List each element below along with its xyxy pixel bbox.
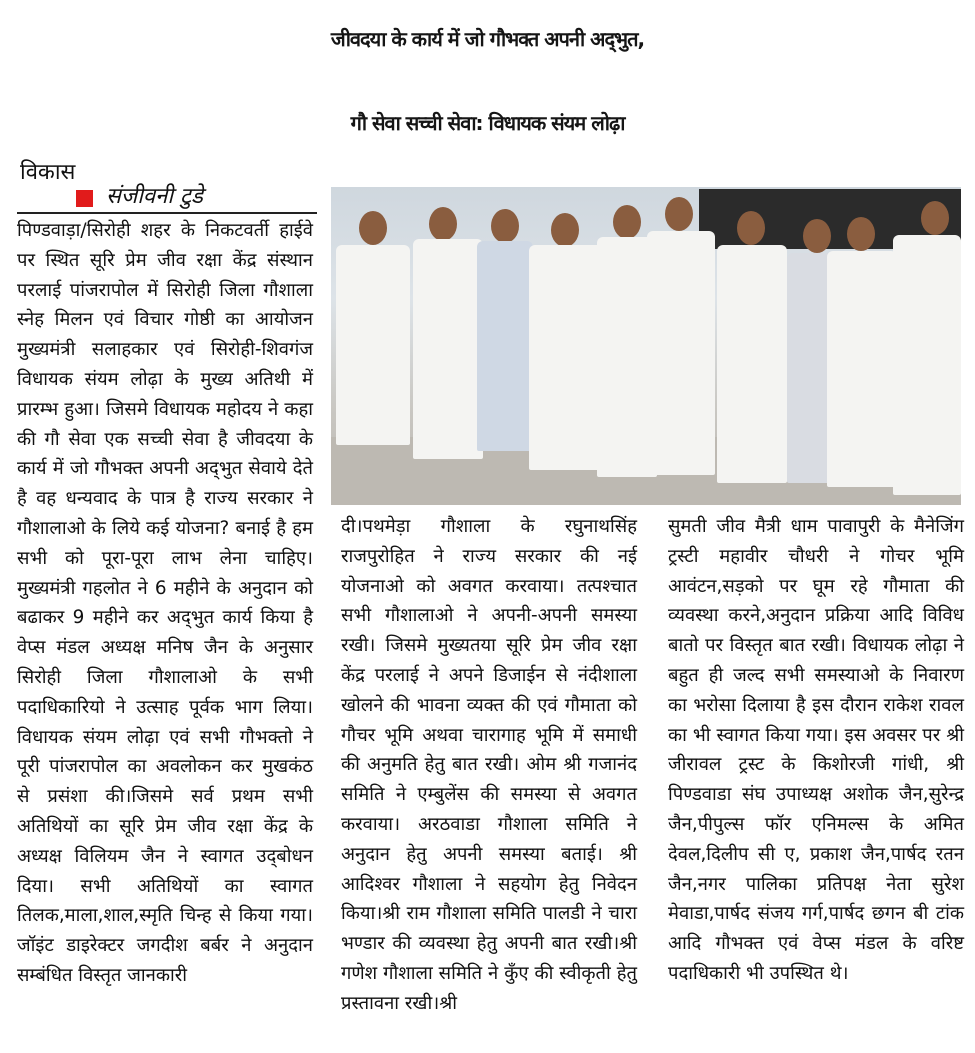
person: [827, 251, 897, 487]
person-head: [847, 217, 875, 251]
article-column-2: दी।पथमेड़ा गौशाला के रघुनाथसिंह राजपुरोहित ने राज्य सरकार की नई योजनाओ को अवगत करवाया। तत्पश्चात सभी गौशालाओ ने अपनी-अपनी समस्या रखी। जिसमे मुख्यतया सूरि प्रेम जीव रक्षा केंद्र परलाई ने अपने डिजाईन से नंदीशाला खोलने की भावना व्यक्त की एवं गौमाता को गौचर भूमि अथवा चारागाह भूमि में समाधी की अनुमति हेतु बात रखी। ओम श्री गजानंद समिति ने एम्बुलेंस की समस्या से अवगत करवाया। अरठवाडा गौशाला समिति ने अनुदान हेतु अपनी समस्या बताई। श्री आदिश्वर गौशाला ने सहयोग हेतु निवेदन किया।श्री राम गौशाला समिति पालडी ने चारा भण्डार की व्यवस्था हेतु अपनी बात रखी।श्री गणेश गौशाला समिति ने कुँए की स्वीकृती हेतु प्रस्तावना रखी।श्री: [341, 516, 637, 1014]
divider: [17, 212, 317, 214]
person: [893, 235, 961, 495]
person-head: [551, 213, 579, 247]
person: [413, 239, 483, 459]
source-name: संजीवनी टुडे: [106, 184, 203, 209]
person-head: [613, 205, 641, 239]
person-head: [737, 211, 765, 245]
article-column-3: सुमती जीव मैत्री धाम पावापुरी के मैनेजिंग ट्रस्टी महावीर चौधरी ने गोचर भूमि आवंटन,सड़को पर घूम रहे गौमाता की व्यवस्था करने,अनुदान प्रक्रिया आदि विविध बातो पर विस्तृत बात रखी। विधायक लोढ़ा ने बहुत ही जल्द सभी समस्याओ के निवारण का भरोसा दिलाया है इस दौरान राकेश रावल का भी स्वागत किया गया। इस अवसर पर श्री जीरावल ट्रस्ट के किशोरजी गांधी, श्री पिण्डवाडा संघ उपाध्यक्ष अशोक जैन,सुरेन्द्र जैन,पीपुल्स फॉर एनिमल्स के अमित देवल,दिलीप सी ए, प्रकाश जैन,पार्षद रतन जैन,नगर पालिका प्रतिपक्ष नेता सुरेश मेवाडा,पार्षद संजय गर्ग,पार्षद छगन बी टांक आदि गौभक्त एवं वेप्स मंडल के वरिष्ट पदाधिकारी भी उपस्थित थे।: [668, 516, 964, 984]
person-head: [359, 211, 387, 245]
person: [529, 245, 605, 470]
person-head: [665, 197, 693, 231]
person-head: [491, 209, 519, 243]
person-head: [429, 207, 457, 241]
person: [717, 245, 787, 483]
person-head: [803, 219, 831, 253]
person-head: [921, 201, 949, 235]
section-tag: विकास: [20, 160, 76, 185]
group-photo: [331, 187, 961, 505]
red-square-icon: [76, 190, 93, 207]
person: [647, 231, 715, 475]
person: [336, 245, 410, 445]
headline-line-2: गौ सेवा सच्ची सेवा: विधायक संयम लोढ़ा: [350, 111, 625, 135]
headline-line-1: जीवदया के कार्य में जो गौभक्त अपनी अद्‌भुत,: [330, 27, 645, 51]
article-column-1: पिण्डवाड़ा/सिरोही शहर के निकटवर्ती हाईवे पर स्थित सूरि प्रेम जीव रक्षा केंद्र संस्थान परलाई पांजरापोल में सिरोही जिला गौशाला स्नेह मिलन एवं विचार गोष्ठी का आयोजन मुख्यमंत्री सलाहकार एवं सिरोही-शिवगंज विधायक संयम लोढ़ा के मुख्य अतिथी में प्रारम्भ हुआ। जिसमे विधायक महोदय ने कहा की गौ सेवा एक सच्ची सेवा है जीवदया के कार्य में जो गौभक्त अपनी अद्‌भुत सेवाये देते है वह धन्यवाद के पात्र है राज्य सरकार ने गौशालाओ के लिये कई योजना? बनाई है हम सभी को पूरा-पूरा लाभ लेना चाहिए। मुख्यमंत्री गहलोत ने 6 महीने के अनुदान को बढाकर 9 महीने कर अद्‌भुत कार्य किया है वेप्स मंडल अध्यक्ष मनिष जैन के अनुसार सिरोही जिला गौशालाओ के सभी पदाधिकारियो ने उत्साह पूर्वक भाग लिया। विधायक संयम लोढ़ा एवं सभी गौभक्तो ने पूरी पांजरापोल का अवलोकन कर मुखकंठ से प्रसंशा की।जिसमे सर्व प्रथम सभी अतिथियों का सूरि प्रेम जीव रक्षा केंद्र के अध्यक्ष विलियम जैन ने स्वागत उद्‌बोधन दिया। सभी अतिथियों का स्वागत तिलक,माला,शाल,स्मृति चिन्ह से किया गया।जॉइंट डाइरेक्टर जगदीश बर्बर ने अनुदान सम्बंधित विस्तृत जानकारी: [17, 220, 313, 986]
person: [477, 241, 533, 451]
